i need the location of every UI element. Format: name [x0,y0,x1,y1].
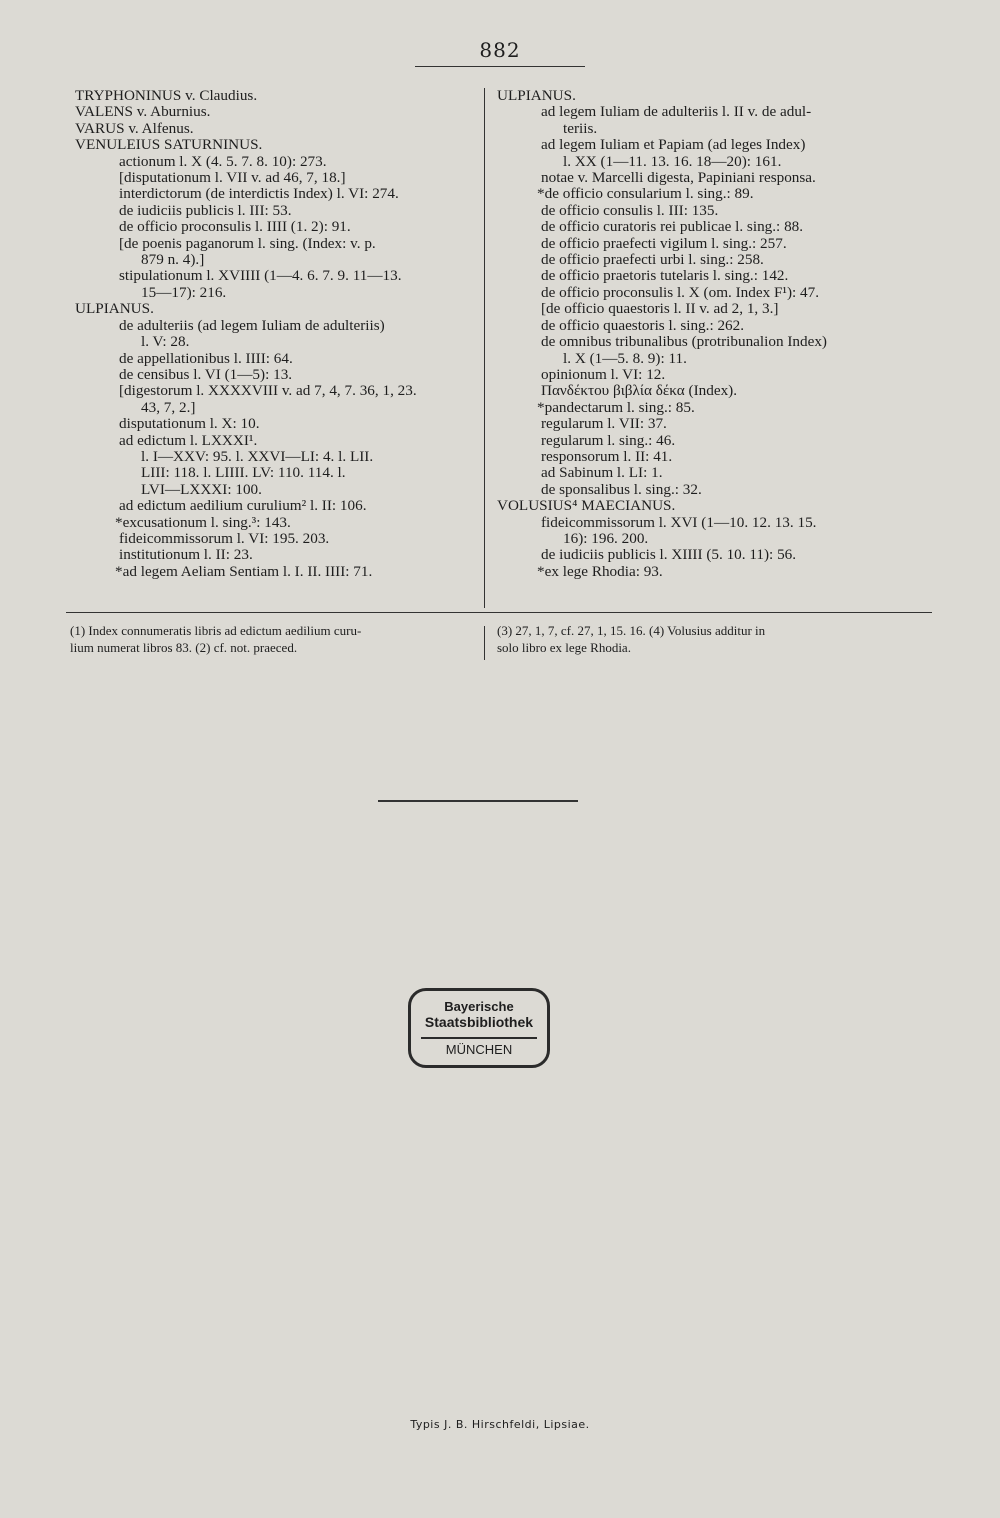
index-entry: ad legem Iuliam et Papiam (ad leges Index) [541,136,806,154]
section-separator [378,800,578,802]
footnotes-right [497,622,917,656]
index-entry: 15—17): 216. [141,283,227,301]
index-entry: de officio quaestoris l. sing.: 262. [541,316,745,334]
index-entry: [digestorum l. XXXXVIII v. ad 7, 4, 7. 36, 1, 23. [119,382,417,400]
index-entry: *pandectarum l. sing.: 85. [537,398,695,416]
index-entry: l. XX (1—11. 13. 16. 18—20): 161. [563,152,782,170]
index-entry: *ad legem Aeliam Sentiam l. I. II. IIII: 71. [115,562,373,580]
index-entry: de adulteriis (ad legem Iuliam de adulteriis) [119,316,385,334]
index-entry: institutionum l. II: 23. [119,546,253,564]
index-entry: VOLUSIUS⁴ MAECIANUS. [497,497,676,515]
index-entry: de omnibus tribunalibus (protribunalion Index) [541,333,827,351]
index-entry: de officio praefecti urbi l. sing.: 258. [541,251,764,269]
right-column [497,88,922,580]
index-entry: [de officio quaestoris l. II v. ad 2, 1, 3.] [541,300,779,318]
index-entry: de censibus l. VI (1—5): 13. [119,365,293,383]
index-entry: *excusationum l. sing.³: 143. [115,513,291,531]
printer-imprint: Typis J. B. Hirschfeldi, Lipsiae. [410,1418,590,1431]
footnote-line: (3) 27, 1, 7, cf. 27, 1, 15. 16. (4) Volusius additur in [497,623,766,638]
index-entry: disputationum l. X: 10. [119,415,260,433]
index-entry: ad Sabinum l. LI: 1. [541,464,663,482]
index-entry: notae v. Marcelli digesta, Papiniani responsa. [541,169,816,187]
index-entry: VARUS v. Alfenus. [75,119,194,137]
header-rule [415,66,585,67]
index-entry: de officio consulis l. III: 135. [541,201,719,219]
index-entry: ad edictum aedilium curulium² l. II: 106. [119,497,367,515]
left-column [75,88,495,580]
footnote-line: lium numerat libros 83. (2) cf. not. praeced. [70,640,298,655]
index-entry: Πανδέκτου βιβλία δέκα (Index). [541,382,738,400]
index-entry: de sponsalibus l. sing.: 32. [541,480,702,498]
index-entry: de officio proconsulis l. X (om. Index F¹): 47. [541,283,820,301]
footnotes-left [70,622,478,656]
index-entry: VENULEIUS SATURNINUS. [75,136,263,154]
footnote-line: (1) Index connumeratis libris ad edictum aedilium curu- [70,623,362,638]
index-entry: VALENS v. Aburnius. [75,103,211,121]
page-number: 882 [479,38,521,62]
index-entry: de iudiciis publicis l. XIIII (5. 10. 11): 56. [541,546,797,564]
library-stamp [408,988,550,1068]
index-entry: ad edictum l. LXXXI¹. [119,431,258,449]
index-entry: l. I—XXV: 95. l. XXVI—LI: 4. l. LII. [141,447,374,465]
index-entry: *de officio consularium l. sing.: 89. [537,185,754,203]
index-entry: de appellationibus l. IIII: 64. [119,349,293,367]
index-entry: l. X (1—5. 8. 9): 11. [563,349,687,367]
index-entry: actionum l. X (4. 5. 7. 8. 10): 273. [119,152,327,170]
index-entry: teriis. [563,119,598,137]
index-entry: ULPIANUS. [75,300,154,318]
index-entry: fideicommissorum l. XVI (1—10. 12. 13. 15. [541,513,817,531]
index-entry: [de poenis paganorum l. sing. (Index: v. p. [119,234,376,252]
index-entry: regularum l. VII: 37. [541,415,667,433]
index-entry: TRYPHONINUS v. Claudius. [75,87,258,104]
footnote-line: solo libro ex lege Rhodia. [497,640,631,655]
stamp-line: Staatsbibliothek [424,1014,534,1030]
index-entry: de iudiciis publicis l. III: 53. [119,201,292,219]
index-entry: 43, 7, 2.] [141,398,196,416]
index-entry: ULPIANUS. [497,87,576,104]
stamp-line: Bayerische [444,999,514,1014]
index-entry: l. V: 28. [141,333,190,351]
column-divider [484,88,485,608]
index-entry: fideicommissorum l. VI: 195. 203. [119,529,330,547]
index-entry: interdictorum (de interdictis Index) l. VI: 274. [119,185,399,203]
index-entry: de officio curatoris rei publicae l. sing.: 88. [541,218,804,236]
index-entry: LIII: 118. l. LIIII. LV: 110. 114. l. [141,464,346,482]
index-entry: de officio proconsulis l. IIII (1. 2): 91. [119,218,351,236]
footnote-rule [66,612,932,613]
stamp-line: MÜNCHEN [421,1037,537,1057]
index-entry: 879 n. 4).] [141,251,205,269]
index-entry: 16): 196. 200. [563,529,649,547]
index-entry: de officio praetoris tutelaris l. sing.: 142. [541,267,789,285]
index-entry: de officio praefecti vigilum l. sing.: 257. [541,234,787,252]
footnote-divider [484,626,485,660]
index-entry: *ex lege Rhodia: 93. [537,562,663,580]
index-entry: LVI—LXXXI: 100. [141,480,262,498]
index-entry: [disputationum l. VII v. ad 46, 7, 18.] [119,169,346,187]
index-entry: opinionum l. VI: 12. [541,365,666,383]
index-entry: stipulationum l. XVIIII (1—4. 6. 7. 9. 11—13. [119,267,402,285]
index-entry: responsorum l. II: 41. [541,447,673,465]
index-entry: ad legem Iuliam de adulteriis l. II v. de adul- [541,103,812,121]
index-entry: regularum l. sing.: 46. [541,431,676,449]
